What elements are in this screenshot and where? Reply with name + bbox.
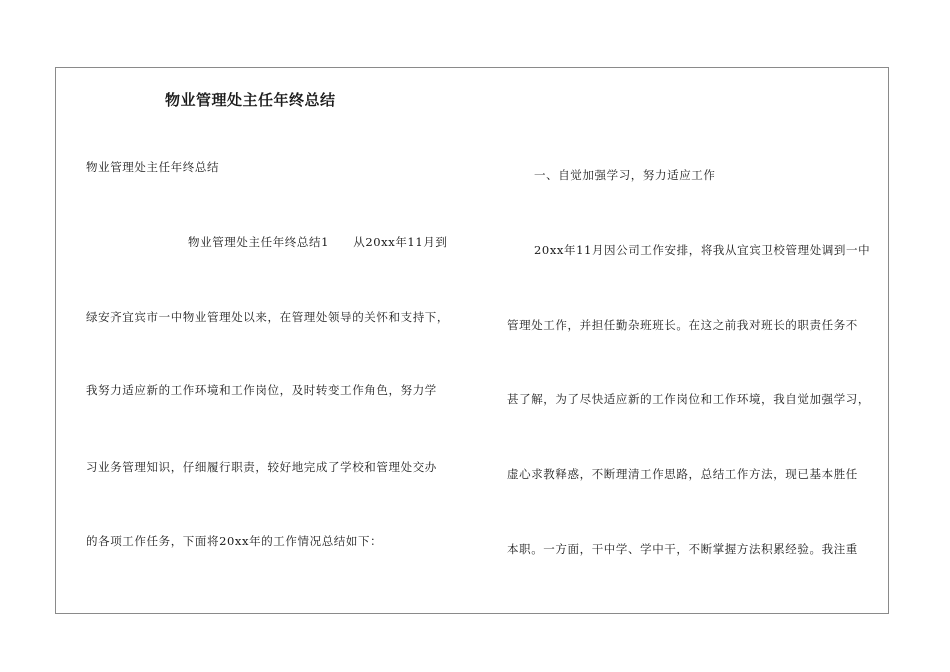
right-line-6: 本职。一方面，干中学、学中干，不断掌握方法积累经验。我注重	[507, 542, 858, 556]
right-line-4: 甚了解，为了尽快适应新的工作岗位和工作环境，我自觉加强学习，	[507, 392, 870, 406]
right-line-1: 一、自觉加强学习，努力适应工作	[534, 168, 716, 182]
right-line-5: 虚心求教释惑，不断理清工作思路，总结工作方法，现已基本胜任	[507, 467, 858, 481]
left-line-1: 物业管理处主任年终总结	[86, 160, 220, 174]
document-title: 物业管理处主任年终总结	[165, 91, 336, 109]
right-line-2: 20xx年11月因公司工作安排，将我从宜宾卫校管理处调到一中	[534, 243, 871, 257]
right-line-3: 管理处工作，并担任勤杂班班长。在这之前我对班长的职责任务不	[507, 318, 858, 332]
left-line-5: 习业务管理知识，仔细履行职责，较好地完成了学校和管理处交办	[86, 460, 437, 474]
left-line-3: 绿安齐宜宾市一中物业管理处以来，在管理处领导的关怀和支持下，	[86, 310, 449, 324]
page-frame	[55, 67, 889, 614]
left-line-4: 我努力适应新的工作环境和工作岗位，及时转变工作角色，努力学	[86, 383, 437, 397]
left-line-2: 物业管理处主任年终总结1 从20xx年11月到	[188, 235, 448, 249]
left-line-6: 的各项工作任务，下面将20xx年的工作情况总结如下：	[86, 534, 383, 548]
